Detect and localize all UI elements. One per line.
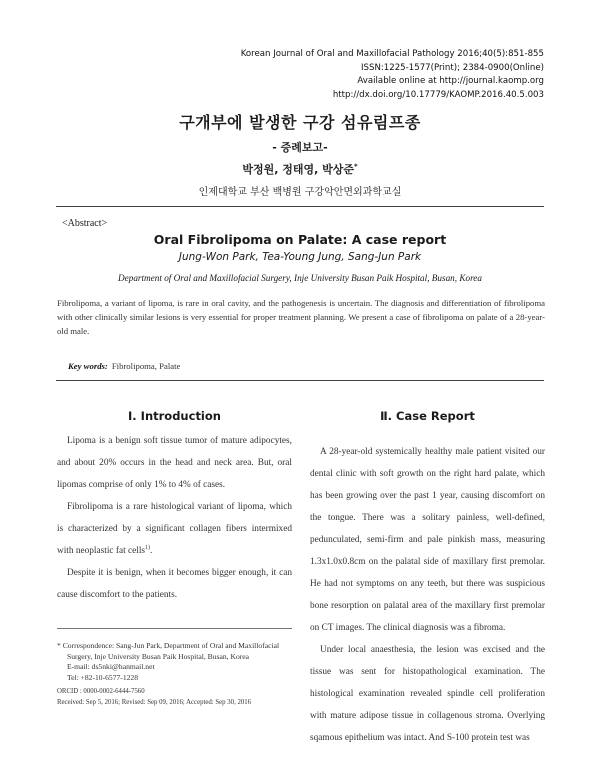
keywords-values: Fibrolipoma, Palate: [111, 361, 181, 371]
journal-header: [204, 48, 544, 102]
case-paragraph-1: A 28-year-old systemically healthy male patient visited our dental clinic with soft growth on the right hard palate, which has been growing over the past 1 year, causing discomfort on the tongue. There was a solitary painless, well-defined, pedunculated, semi-firm and pale pinkish mass, measuring 1.3x1.0x0.8cm on the palatal side of maxillary first premolar. He had not symptoms on any teeth, but there was suspicious bone resorption on palatal area of the maxillary first premolar on CT images. The clinical diagnosis was a fibroma.: [310, 447, 545, 633]
abstract-body: Fibrolipoma, a variant of lipoma, is rare in oral cavity, and the pathogenesis is uncertain. The diagnosis and differentiation of fibrolipoma with other clinically similar lesions is very essential for proper treatment planning. We present a case of fibrolipoma on palate of a 28-year-old male.: [57, 298, 545, 336]
english-affiliation: Department of Oral and Maxillofacial Surgery, Inje University Busan Paik Hospital, Busan, Korea: [118, 273, 482, 283]
introduction-heading: Ⅰ. Introduction: [128, 409, 221, 423]
korean-subtitle: - 증례보고-: [272, 141, 328, 154]
footnote-correspondence: * Correspondence: Sang-Jun Park, Department of Oral and Maxillofacial Surgery, Inje University Busan Paik Hospital, Busan, Korea: [57, 641, 280, 661]
introduction-column: [57, 430, 292, 606]
keywords-label: Key words:: [68, 361, 108, 371]
case-paragraph-2: Under local anaesthesia, the lesion was excised and the tissue was sent for histopathological examination. The histological examination revealed spindle cell proliferation with mature adipose tissue in collagenous stroma. Overlying sqamous epithelium was intact. And S-100 protein test was: [310, 645, 545, 743]
intro-paragraph-2-text: Fibrolipoma is a rare histological variant of lipoma, which is characterized by a significant collagen fibers intermixed with neoplastic fat cells: [57, 502, 292, 556]
abstract-bottom-divider: [56, 380, 544, 381]
journal-availability: Available online at http://journal.kaomp.org: [357, 76, 544, 86]
english-title: Oral Fibrolipoma on Palate: A case report: [153, 232, 447, 247]
case-report-column: [310, 441, 545, 749]
corresponding-author-mark: *: [353, 162, 358, 171]
intro-paragraph-2-end: .: [150, 546, 153, 556]
journal-issn: ISSN:1225-1577(Print); 2384-0900(Online): [361, 62, 544, 73]
korean-authors: [0, 161, 600, 177]
korean-author-names: 박정원, 정태영, 박상준: [242, 163, 354, 176]
keywords-line: [68, 361, 180, 371]
intro-paragraph-1: Lipoma is a benign soft tissue tumor of mature adipocytes, and about 20% occurs in the head and neck area. But, oral lipomas comprise of only 1% to 4% of cases.: [57, 436, 292, 490]
case-report-heading: Ⅱ. Case Report: [380, 409, 475, 423]
footnote: [57, 641, 292, 708]
journal-citation: Korean Journal of Oral and Maxillofacial Pathology 2016;40(5):851-855: [240, 49, 544, 59]
intro-paragraph-3: Despite it is benign, when it becomes bigger enough, it can cause discomfort to the patients.: [57, 568, 292, 600]
reference-citation[interactable]: 1): [145, 544, 151, 551]
footnote-dates: Received: Sep 5, 2016; Revised: Sep 09, 2016; Accepted: Sep 30, 2016: [57, 698, 252, 706]
footnote-phone: Tel: +82-10-6577-1228: [67, 673, 139, 683]
footnote-email[interactable]: E-mail: ds5nki@hanmail.net: [67, 662, 155, 672]
intro-paragraph-2: [57, 496, 292, 562]
korean-affiliation: 인제대학교 부산 백병원 구강악안면외과학교실: [198, 187, 402, 198]
footnote-divider: [57, 628, 292, 629]
abstract-label: <Abstract>: [62, 218, 108, 229]
footnote-orcid: ORCID : 0000-0002-6444-7560: [57, 687, 145, 695]
abstract-top-divider: [56, 206, 544, 207]
journal-doi[interactable]: http://dx.doi.org/10.17779/KAOMP.2016.40.5.003: [332, 89, 544, 100]
korean-title: 구개부에 발생한 구강 섬유림프종: [179, 113, 421, 132]
english-authors: Jung-Won Park, Tea-Young Jung, Sang-Jun Park: [178, 251, 422, 263]
